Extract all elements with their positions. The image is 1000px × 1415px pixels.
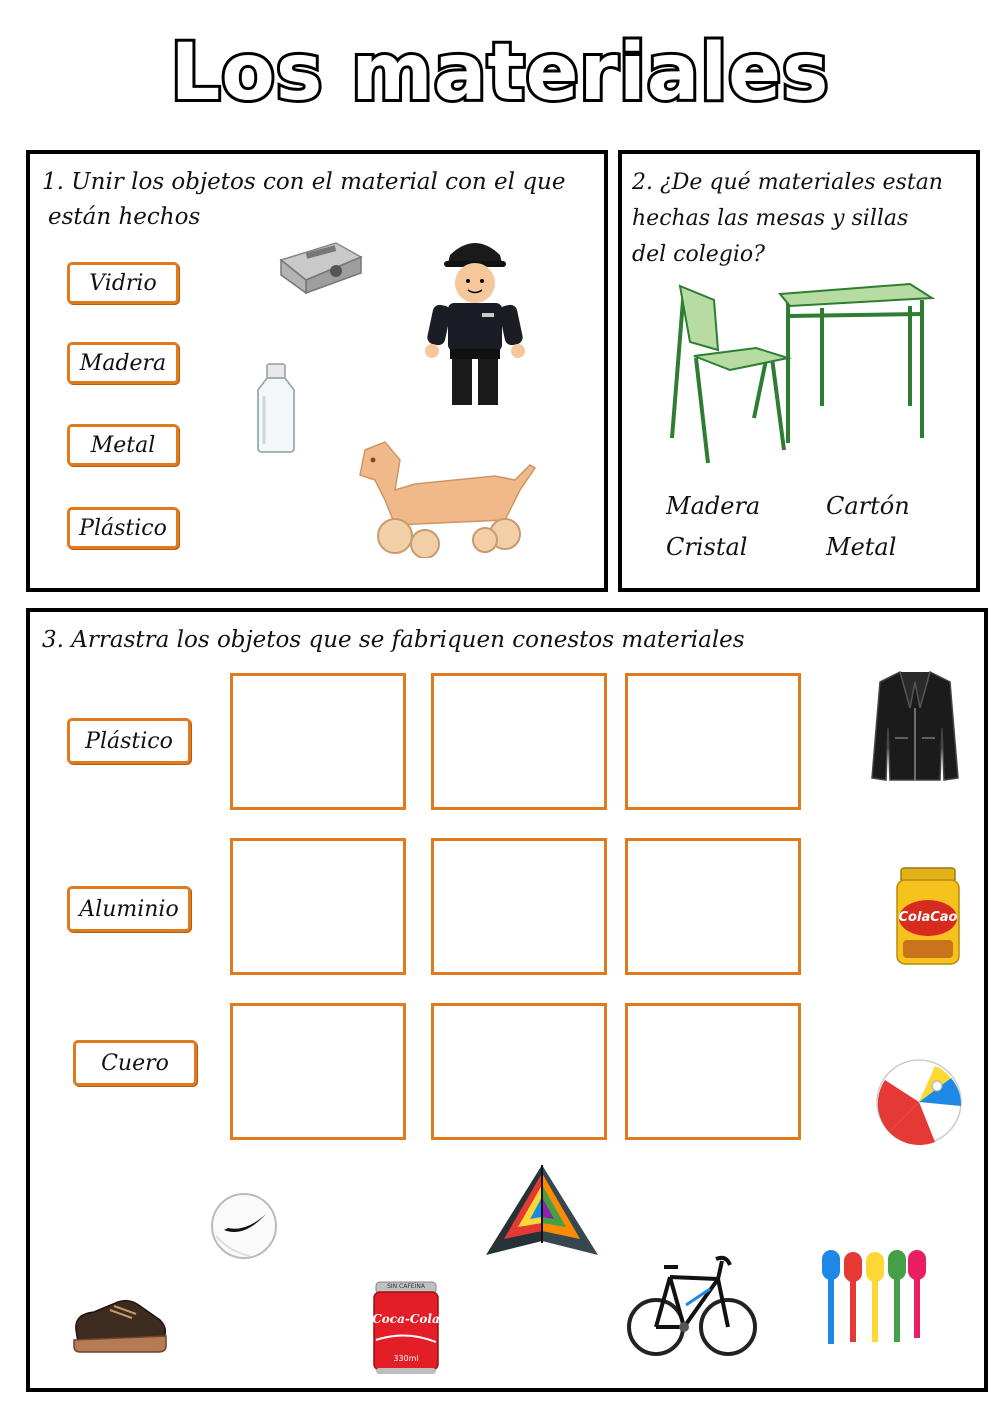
drop-zone-cuero-2[interactable]: [431, 1003, 607, 1140]
option-madera[interactable]: Madera: [666, 492, 761, 520]
leather-shoe-image[interactable]: [70, 1290, 170, 1358]
drop-zone-aluminio-1[interactable]: [230, 838, 406, 975]
wooden-horse-image[interactable]: [355, 440, 547, 558]
drop-zone-aluminio-3[interactable]: [625, 838, 801, 975]
coke-top-label: SIN CAFEÍNA: [387, 1283, 425, 1290]
section-1-prompt-line1: 1. Unir los objetos con el material con el que: [42, 169, 566, 195]
drop-zone-cuero-3[interactable]: [625, 1003, 801, 1140]
police-figure-image[interactable]: [420, 233, 530, 411]
option-carton[interactable]: Cartón: [826, 492, 910, 520]
label-plastico-1[interactable]: Plástico: [67, 507, 179, 549]
beach-ball-image[interactable]: [875, 1058, 963, 1146]
kite-image[interactable]: [482, 1163, 602, 1259]
coke-can-image[interactable]: [372, 1280, 440, 1376]
bicycle-image[interactable]: [626, 1243, 758, 1361]
drop-zone-plastico-2[interactable]: [431, 673, 607, 810]
section-2-prompt: [632, 165, 943, 273]
label-cuero[interactable]: Cuero: [73, 1040, 197, 1086]
section-1-prompt-line2: están hechos: [48, 204, 201, 230]
label-plastico-2[interactable]: Plástico: [67, 718, 191, 764]
coke-volume-label: 330ml: [393, 1354, 419, 1363]
coke-brand-label: Coca-Cola: [372, 1312, 440, 1326]
label-metal[interactable]: Metal: [67, 424, 179, 466]
drop-zone-plastico-1[interactable]: [230, 673, 406, 810]
colacao-label: ColaCao: [898, 910, 958, 925]
page-title: Los materiales: [170, 28, 830, 118]
label-aluminio[interactable]: Aluminio: [67, 886, 191, 932]
label-vidrio[interactable]: Vidrio: [67, 262, 179, 304]
option-cristal[interactable]: Cristal: [666, 533, 748, 561]
colacao-jar-image[interactable]: [893, 866, 963, 966]
drop-zone-plastico-3[interactable]: [625, 673, 801, 810]
glass-bottle-image[interactable]: [250, 362, 302, 454]
section-1-prompt: [42, 165, 565, 235]
drop-zone-cuero-1[interactable]: [230, 1003, 406, 1140]
leather-jacket-image[interactable]: [870, 668, 960, 786]
school-chair-desk-image: [660, 278, 935, 468]
plastic-keys-image[interactable]: [816, 1246, 930, 1348]
section-2-prompt-line3: del colegio?: [632, 242, 765, 267]
section-2-prompt-line1: 2. ¿De qué materiales estan: [632, 170, 943, 195]
option-metal[interactable]: Metal: [826, 533, 897, 561]
section-3-prompt: 3. Arrastra los objetos que se fabriquen conestos materiales: [42, 627, 745, 653]
soccer-ball-image[interactable]: [210, 1192, 278, 1260]
sharpener-image[interactable]: [276, 235, 366, 295]
section-2-prompt-line2: hechas las mesas y sillas: [632, 206, 909, 231]
label-madera[interactable]: Madera: [67, 342, 179, 384]
drop-zone-aluminio-2[interactable]: [431, 838, 607, 975]
